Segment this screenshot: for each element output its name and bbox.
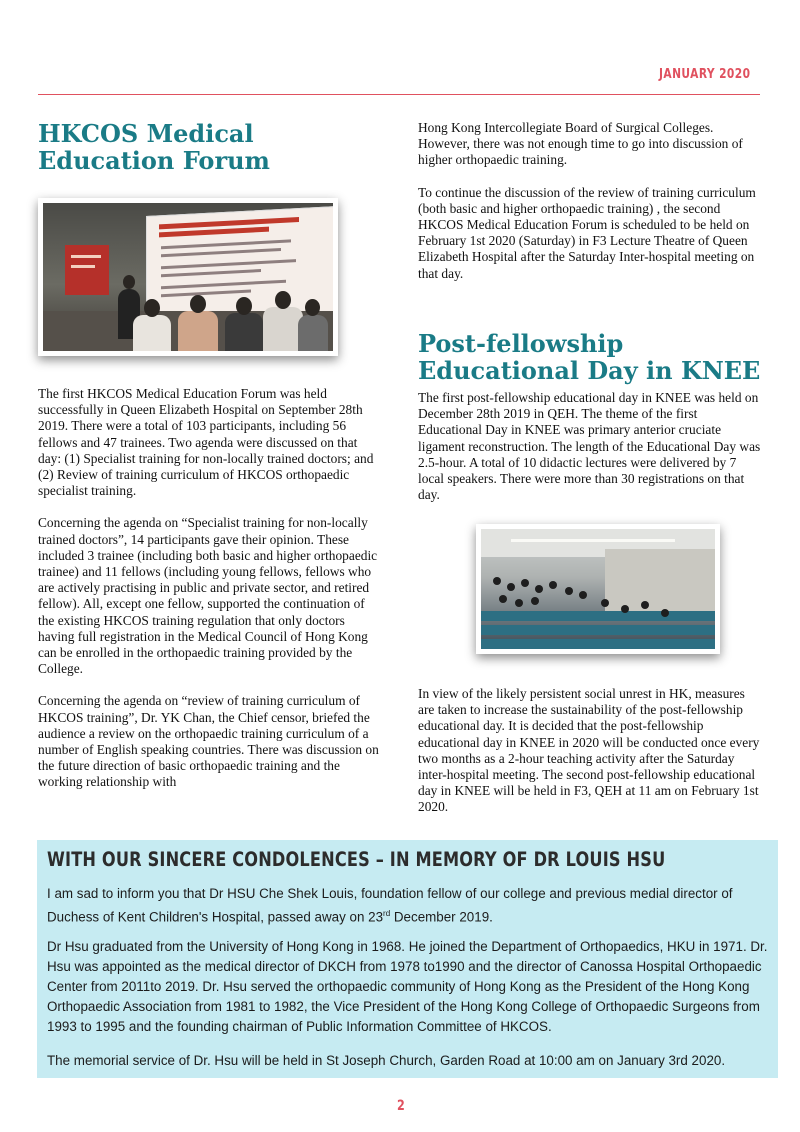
header-divider <box>38 94 760 95</box>
forum-photo <box>38 198 338 356</box>
condolence-text: I am sad to inform you that Dr HSU Che Shek Louis, foundation fellow of our college and previous medial director of Duchess of Kent Children's Hospital, passed away on 23 <box>47 886 733 925</box>
college-banner <box>65 245 109 295</box>
forum-continuation-paragraph: To continue the discussion of the review of training curriculum (both basic and higher orthopaedic training) , the second HKCOS Medical Education Forum is scheduled to be held on February 1st 2020 (Saturday) in F3 Lecture Theatre of Queen Elizabeth Hospital after the Saturday Inter-hospital meeting on that day. <box>418 184 756 281</box>
knee-title-line2: Educational Day in KNEE <box>418 356 761 385</box>
condolence-paragraph: Dr Hsu graduated from the University of Hong Kong in 1968. He joined the Department of Orthopaedics, HKU in 1971. Dr. Hsu was appointed as the medical director of DKCH from 1978 to1990 and the director of Canossa Hospital Orthopaedic Center from 2011to 2019. Dr. Hsu served the orthopaedic community of Hong Kong as the President of the Hong Kong Orthopaedic Association from 1981 to 1982, the Vice President of the Hong Kong College of Orthopaedic Surgeons from 1993 to 1995 and the founding chairman of Public Information Committee of HKCOS. <box>47 939 768 1035</box>
knee-text-bottom <box>418 686 763 816</box>
right-column <box>418 120 763 815</box>
condolence-paragraph <box>47 884 772 927</box>
condolence-paragraph: The memorial service of Dr. Hsu will be held in St Joseph Church, Garden Road at 10:00 am on January 3rd 2020. <box>47 1053 726 1069</box>
forum-continuation-paragraph: Hong Kong Intercollegiate Board of Surgical Colleges. However, there was not enough time to go into discussion of higher orthopaedic training. <box>418 120 743 168</box>
knee-photo-image <box>481 529 715 649</box>
forum-paragraph: The first HKCOS Medical Education Forum was held successfully in Queen Elizabeth Hospital on September 28th 2019. There were a total of 103 participants, including 56 fellows and 47 trainees. Two agenda were discussed on that day: (1) Specialist training for non-locally trained doctors; and (2) Review of training curriculum of HKCOS orthopaedic specialist training. <box>38 386 374 499</box>
knee-photo <box>476 524 720 654</box>
forum-photo-image <box>43 203 333 351</box>
forum-paragraph: Concerning the agenda on “Specialist training for non-locally trained doctors”, 14 participants gave their opinion. These included 3 trainee (including both basic and higher orthopaedic trainee) and 11 fellows (including young fellows, fellows who are actively practising in public and private sector, and retired fellow). All, except one fellow, supported the continuation of the existing HKCOS training regulation that only doctors having full registration in the Medical Council of Hong Kong can be enrolled in the orthopaedic training provided by the College. <box>38 515 378 677</box>
forum-text <box>38 386 383 791</box>
forum-title-line1: HKCOS Medical <box>38 119 254 148</box>
left-column <box>38 119 383 790</box>
knee-title-line1: Post-fellowship <box>418 329 624 358</box>
forum-paragraph: Concerning the agenda on “review of training curriculum of HKCOS training”, Dr. YK Chan, the Chief censor, briefed the audience a review on the orthopaedic training curriculum of a number of English speaking countries. There was discussion on the future direction of basic orthopaedic training and the working relationship with <box>38 693 379 790</box>
forum-title-line2: Education Forum <box>38 146 270 175</box>
knee-paragraph: In view of the likely persistent social unrest in HK, measures are taken to increase the sustainability of the post-fellowship educational day. It is decided that the post-fellowship educational day in KNEE in 2020 will be conducted once every two months as a 2-hour teaching activity after the Saturday inter-hospital meeting. The second post-fellowship educational day in KNEE will be held in F3, QEH at 11 am on February 1st 2020. <box>418 686 760 815</box>
condolence-body <box>47 884 772 1071</box>
knee-paragraph: The first post-fellowship educational day in KNEE was held on December 28th 2019 in QEH. The theme of the first Educational Day in KNEE was primary anterior cruciate ligament reconstruction. The length of the Educational Day was 2.5-hour. A total of 10 didactic lectures were delivered by 7 local speakers. There were more than 30 registrations on that day. <box>418 390 761 503</box>
knee-section-title <box>418 330 760 384</box>
page-number: 2 <box>396 1098 405 1114</box>
condolence-text: December 2019. <box>390 909 493 925</box>
condolence-box <box>37 840 778 1078</box>
ordinal-suffix: rd <box>383 909 391 918</box>
knee-text-top <box>418 390 763 503</box>
condolence-title: WITH OUR SINCERE CONDOLENCES – IN MEMORY OF DR LOUIS HSU <box>47 848 666 871</box>
forum-section-title <box>38 120 383 174</box>
issue-date: JANUARY 2020 <box>658 67 750 82</box>
